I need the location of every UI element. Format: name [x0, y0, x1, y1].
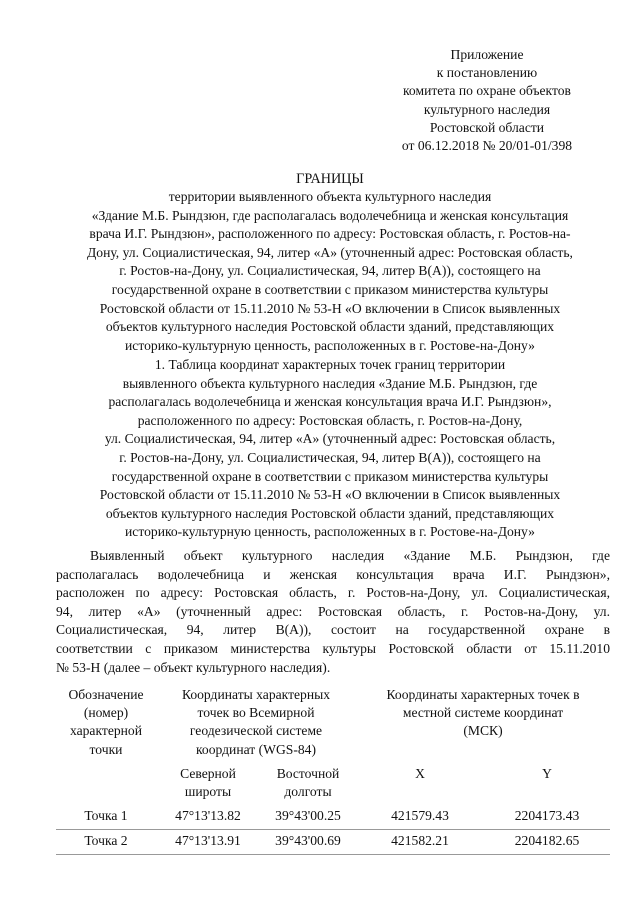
- description-paragraph: [56, 547, 610, 677]
- cell-point-name: Точка 1: [56, 805, 156, 830]
- subheader-east: [260, 759, 356, 805]
- cell-east: 39°43'00.25: [260, 805, 356, 830]
- subtitle-line: государственной охране в соответствии с приказом министерства культуры: [111, 281, 549, 297]
- appendix-line: Ростовской области: [429, 119, 545, 135]
- header-text: широты: [184, 784, 232, 800]
- document-title: ГРАНИЦЫ: [296, 171, 364, 187]
- appendix-line: от 06.12.2018 № 20/01-01/398: [401, 138, 573, 154]
- header-msk: [356, 684, 610, 759]
- section-line: 1. Таблица координат характерных точек границ территории: [154, 357, 506, 372]
- cell-y: 2204173.43: [484, 805, 610, 830]
- cell-east: 39°43'00.69: [260, 829, 356, 854]
- header-text: Восточной: [276, 765, 340, 781]
- paragraph-line: Социалистическая, 94, литер В(А)), состоит на государственной охране в: [56, 622, 610, 638]
- paragraph-line: № 53-Н (далее – объект культурного наследия).: [56, 659, 331, 675]
- header-text: Координаты характерных: [181, 687, 331, 702]
- paragraph-line: располагалась водолечебница и женская консультация врача И.Г. Рындзюн»,: [56, 566, 610, 582]
- subtitle-line: территории выявленного объекта культурного наследия: [168, 189, 492, 204]
- header-text: геодезической системе: [189, 723, 323, 739]
- appendix-line: к постановлению: [436, 65, 538, 81]
- subtitle-line: «Здание М.Б. Рындзюн, где располагалась водолечебница и женская консультация: [91, 207, 569, 223]
- header-text: (номер): [83, 705, 129, 721]
- section-line: государственной охране в соответствии с приказом министерства культуры: [111, 468, 549, 484]
- paragraph-line: Выявленный объект культурного наследия «Здание М.Б. Рындзюн, где: [90, 548, 610, 563]
- header-text: характерной: [69, 723, 143, 739]
- subheader-empty: [56, 759, 156, 805]
- header-text: местной системе координат: [402, 705, 564, 721]
- subtitle-line: историко-культурную ценность, расположенных в г. Ростове-на-Дону»: [125, 337, 535, 353]
- subtitle-line: врача И.Г. Рындзюн», расположенного по адресу: Ростовская область, г. Ростов-на-: [89, 226, 571, 242]
- cell-north: 47°13'13.82: [156, 805, 260, 830]
- appendix-line: комитета по охране объектов: [403, 83, 571, 99]
- header-text: точки: [89, 741, 123, 757]
- table-row: [56, 805, 610, 830]
- cell-north: 47°13'13.91: [156, 829, 260, 854]
- table-subheader-row: [56, 759, 610, 805]
- header-text: Координаты характерных точек в: [386, 687, 580, 702]
- section-line: объектов культурного наследия Ростовской области зданий, представляющих: [105, 505, 555, 521]
- table-row: [56, 829, 610, 854]
- subheader-y: Y: [542, 765, 552, 781]
- subtitle-line: Ростовской области от 15.11.2010 № 53-Н «О включении в Список выявленных: [99, 300, 561, 316]
- paragraph-line: соответствии с приказом министерства культуры Ростовской области от 15.11.2010: [56, 640, 610, 656]
- section-heading: [64, 356, 596, 542]
- header-text: Северной: [180, 765, 236, 781]
- header-text: Обозначение: [68, 687, 144, 702]
- cell-y: 2204182.65: [484, 829, 610, 854]
- header-text: долготы: [284, 784, 332, 800]
- document-subtitle: [64, 188, 596, 355]
- appendix-line: Приложение: [450, 47, 524, 62]
- header-text: координат (WGS-84): [196, 741, 316, 757]
- header-text: точек во Всемирной: [197, 705, 315, 721]
- header-text: (МСК): [463, 723, 503, 739]
- section-line: Ростовской области от 15.11.2010 № 53-Н «О включении в Список выявленных: [99, 487, 561, 503]
- header-point: [56, 684, 156, 759]
- section-line: расположенного по адресу: Ростовская область, г. Ростов-на-Дону,: [137, 412, 523, 428]
- subtitle-line: Дону, ул. Социалистическая, 94, литер «А» (уточненный адрес: Ростовская область,: [87, 244, 573, 260]
- subtitle-line: г. Ростов-на-Дону, ул. Социалистическая, 94, литер В(А)), состоящего на: [119, 263, 541, 279]
- cell-x: 421582.21: [356, 829, 484, 854]
- section-line: историко-культурную ценность, расположенных в г. Ростове-на-Дону»: [125, 524, 535, 540]
- section-line: ул. Социалистическая, 94, литер «А» (уточненный адрес: Ростовская область,: [104, 431, 556, 447]
- subheader-north: [156, 759, 260, 805]
- section-line: располагалась водолечебница и женская консультация врача И.Г. Рындзюн»,: [108, 394, 552, 410]
- subtitle-line: объектов культурного наследия Ростовской области зданий, представляющих: [105, 319, 555, 335]
- appendix-line: культурного наследия: [423, 101, 551, 117]
- paragraph-line: расположен по адресу: Ростовская область, г. Ростов-на-Дону, ул. Социалистическая,: [56, 585, 610, 601]
- paragraph-line: 94, литер «А» (уточненный адрес: Ростовская область, г. Ростов-на-Дону, ул.: [56, 603, 610, 619]
- header-wgs: [156, 684, 356, 759]
- coordinates-table: [56, 684, 610, 855]
- appendix-header: [372, 46, 602, 155]
- section-line: выявленного объекта культурного наследия «Здание М.Б. Рындзюн, где: [122, 375, 538, 391]
- subheader-x: X: [415, 765, 425, 781]
- section-line: г. Ростов-на-Дону, ул. Социалистическая, 94, литер В(А)), состоящего на: [119, 449, 541, 465]
- cell-point-name: Точка 2: [56, 829, 156, 854]
- table-header-row: [56, 684, 610, 759]
- cell-x: 421579.43: [356, 805, 484, 830]
